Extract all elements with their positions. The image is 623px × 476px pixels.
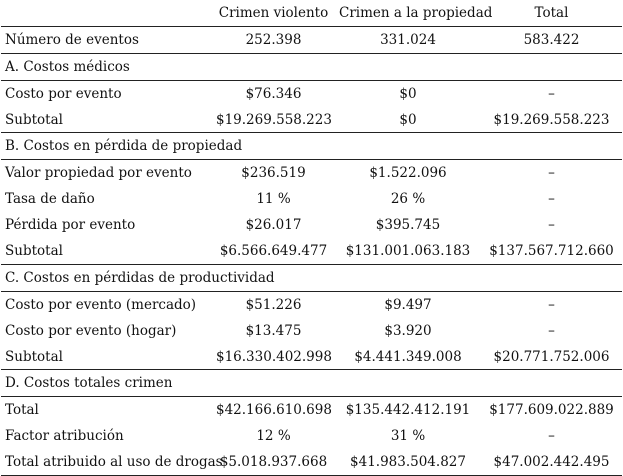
table-body [1,26,622,475]
section-row [1,370,622,397]
value-cell: $135.442.412.191 [345,402,471,419]
row-label: Pérdida por evento [5,217,136,234]
value-cell: $41.983.504.827 [335,449,481,475]
row-label: Costo por evento (hogar) [5,322,177,339]
section-row [1,133,622,160]
value-cell: $42.166.610.698 [216,402,332,419]
value-cell: $137.567.712.660 [489,242,614,259]
value-cell: $9.497 [384,296,432,313]
header-cell [1,0,212,26]
value-cell: 252.398 [245,31,302,48]
row-label: Costo por evento (mercado) [5,296,197,313]
row-label: Valor propiedad por evento [5,165,192,182]
section-row [1,264,622,291]
value-cell: 583.422 [523,31,580,48]
header-cell: Crimen violento [212,0,335,26]
table-row [1,423,622,449]
value-cell: $26.017 [245,217,302,234]
table-row [1,318,622,344]
section-label: B. Costos en pérdida de propiedad [1,133,622,160]
value-cell: $76.346 [245,85,302,102]
value-cell: – [548,322,555,339]
header-cell: Total [481,0,622,26]
row-label: Total [5,402,39,419]
value-cell: $236.519 [241,165,306,182]
header-row [1,0,622,26]
table-row [1,397,622,423]
table-row [1,186,622,212]
value-cell: 31 % [390,428,426,445]
row-label: Número de eventos [5,31,139,48]
cost-table [1,0,622,476]
value-cell: – [548,165,555,182]
row-label: Total atribuido al uso de drogas [1,449,212,475]
value-cell: 11 % [256,191,291,208]
value-cell: 331.024 [380,31,436,48]
table-row [1,80,622,106]
value-cell: $4.441.349.008 [354,348,462,365]
value-cell: $395.745 [375,217,441,234]
table-row [1,160,622,186]
value-cell: $5.018.937.668 [212,449,335,475]
value-cell: $47.002.442.495 [481,449,622,475]
section-label: A. Costos médicos [1,53,622,80]
table-row [1,291,622,317]
section-label: D. Costos totales crimen [1,370,622,397]
value-cell: – [548,191,555,208]
value-cell: $0 [399,111,417,128]
value-cell: – [548,428,555,445]
row-label: Subtotal [5,242,63,259]
value-cell: $16.330.402.998 [216,348,332,365]
value-cell: $3.920 [384,322,432,339]
value-cell: 12 % [256,428,291,445]
value-cell: $177.609.022.889 [489,402,614,419]
row-label: Factor atribución [5,428,124,445]
table-row [1,238,622,264]
value-cell: $131.001.063.183 [345,242,471,259]
value-cell: $20.771.752.006 [493,348,610,365]
table-row [1,26,622,53]
value-cell: 26 % [390,191,426,208]
row-label: Tasa de daño [5,191,95,208]
row-label: Subtotal [5,348,63,365]
row-label: Costo por evento [5,85,122,102]
row-label: Subtotal [5,111,63,128]
value-cell: $0 [399,85,417,102]
value-cell: $6.566.649.477 [219,242,328,259]
value-cell: $19.269.558.223 [216,111,332,128]
value-cell: $1.522.096 [369,165,447,182]
section-label: C. Costos en pérdidas de productividad [1,264,622,291]
section-row [1,53,622,80]
table-row [1,107,622,133]
value-cell: – [548,296,555,313]
header-cell: Crimen a la propiedad [335,0,481,26]
value-cell: $51.226 [245,296,302,313]
value-cell: $19.269.558.223 [493,111,610,128]
table-row [1,212,622,238]
table-row [1,449,622,475]
value-cell: $13.475 [245,322,302,339]
value-cell: – [548,217,555,234]
table-row [1,344,622,370]
value-cell: – [548,85,555,102]
